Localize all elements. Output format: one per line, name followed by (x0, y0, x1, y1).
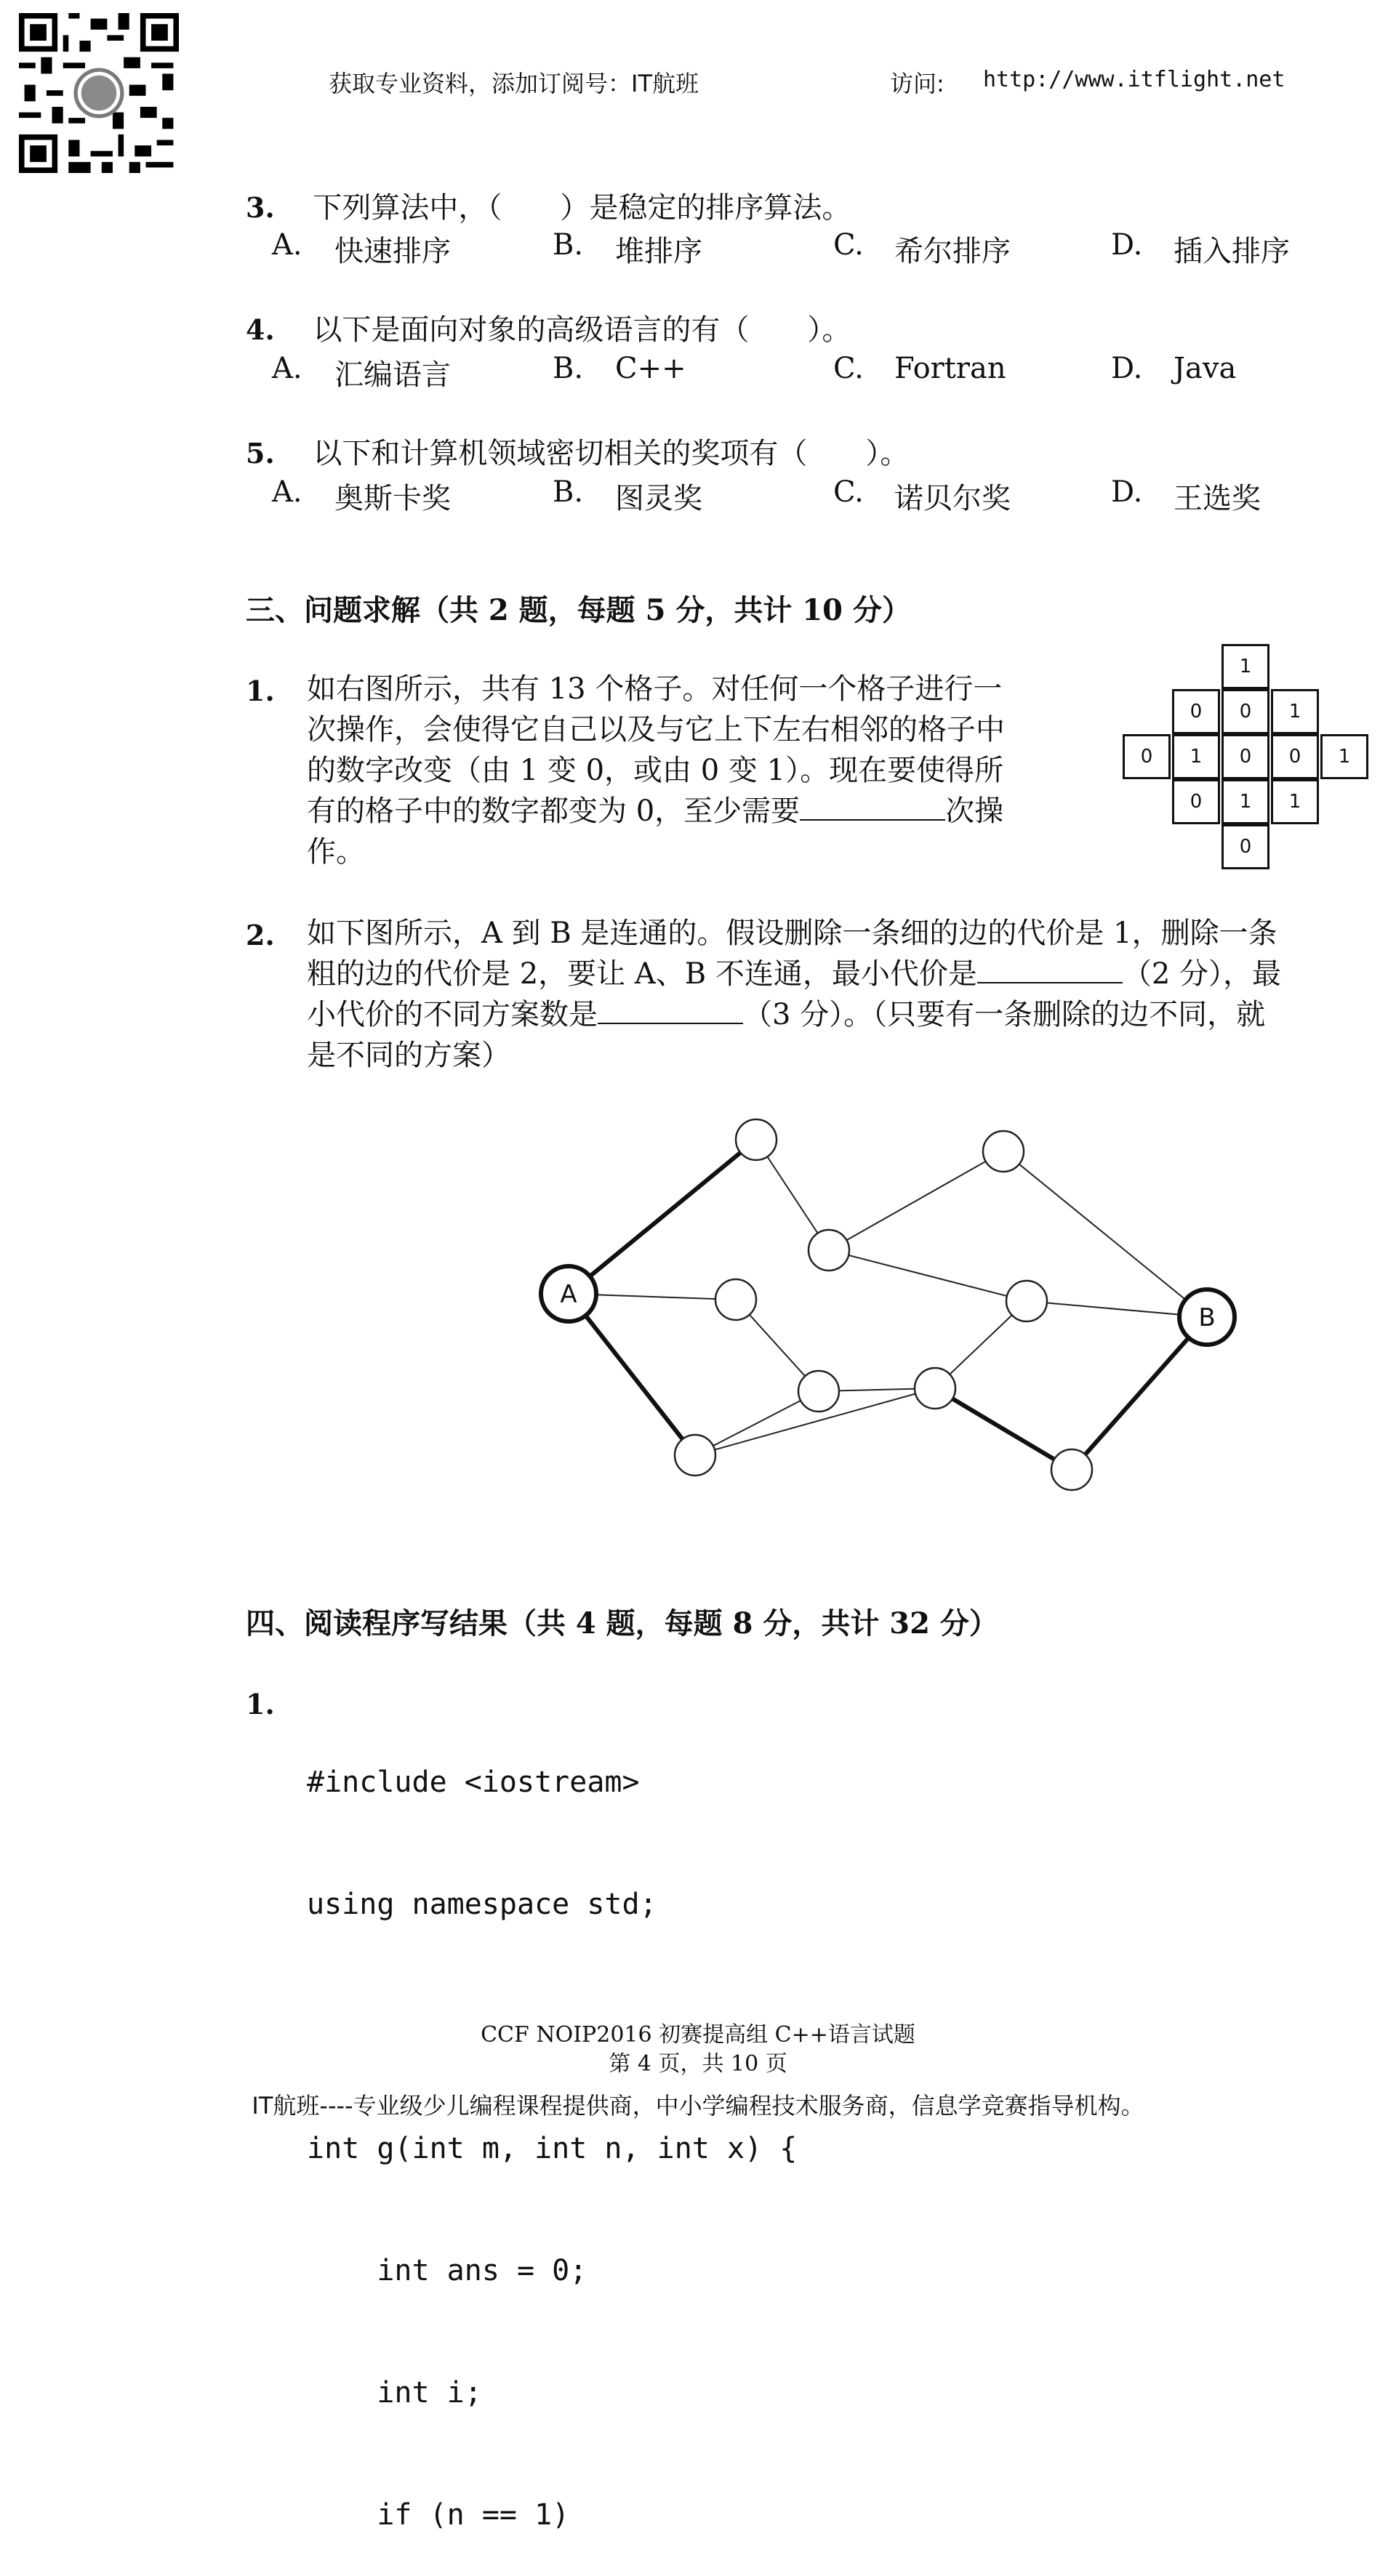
header-url-link[interactable]: http://www.itflight.net (983, 67, 1285, 92)
option-text: 汇编语言 (334, 358, 451, 392)
option-letter: A. (272, 228, 302, 262)
thick-edge (569, 1140, 756, 1294)
grid-cell: 0 (1123, 734, 1171, 779)
graph-nodes (675, 1119, 1092, 1490)
option-letter: A. (272, 475, 302, 509)
option-text: 王选奖 (1174, 482, 1261, 515)
graph-node (983, 1131, 1024, 1172)
grid-cell: 0 (1222, 824, 1269, 869)
text-segment: （3 分）。（只要有一条删除的边不同，就 (743, 998, 1266, 1031)
header-visit-label: 访问: (890, 70, 944, 97)
graph-node (736, 1119, 777, 1160)
text-line: 作。 (307, 835, 365, 869)
option-text: 诺贝尔奖 (894, 482, 1011, 515)
option-text: 图灵奖 (615, 482, 702, 515)
thick-edges (569, 1140, 1207, 1470)
node-a-label: A (560, 1280, 577, 1309)
footer-slogan: IT航班----专业级少儿编程课程提供商，中小学编程技术服务商，信息学竞赛指导机构。 (252, 2092, 1144, 2120)
option-letter: D. (1111, 475, 1143, 509)
thick-edge (1072, 1317, 1207, 1470)
question-stem: 下列算法中，（ ）是稳定的排序算法。 (313, 191, 851, 225)
code-line: int g(int m, int n, int x) { (307, 2132, 798, 2165)
header-subscribe-text: 获取专业资料，添加订阅号：IT航班 (329, 70, 699, 97)
thick-edge (569, 1294, 695, 1455)
option-text: 快速排序 (334, 235, 451, 268)
option-letter: C. (833, 228, 864, 262)
question-stem: 以下和计算机领域密切相关的奖项有（ ）。 (313, 437, 910, 470)
text-segment: 小代价的不同方案数是 (307, 998, 598, 1031)
option-text: C++ (615, 352, 686, 385)
option-text: 奥斯卡奖 (334, 482, 451, 515)
text-line: 如下图所示，A 到 B 是连通的。假设删除一条细的边的代价是 1，删除一条 (307, 917, 1277, 950)
text-line: 是不同的方案） (307, 1039, 510, 1072)
option-letter: B. (553, 352, 584, 385)
graph-node (675, 1435, 715, 1476)
option-text: Java (1174, 352, 1237, 385)
grid-cell: 0 (1172, 689, 1220, 734)
text-segment: 粗的边的代价是 2，要让 A、B 不连通，最小代价是 (307, 957, 977, 991)
graph-node (915, 1368, 955, 1409)
grid-cell: 0 (1271, 734, 1319, 779)
code-line: #include <iostream> (307, 1766, 640, 1799)
grid-cell: 1 (1271, 779, 1319, 824)
grid-cell: 1 (1222, 644, 1269, 689)
graph-node (1051, 1449, 1092, 1490)
option-text: 堆排序 (615, 235, 702, 268)
option-letter: C. (833, 475, 864, 509)
thin-edges (569, 1140, 1207, 1455)
question-number: 4. (246, 313, 275, 346)
option-text: 希尔排序 (894, 235, 1011, 268)
problem-2-number: 2. (246, 919, 275, 951)
text-segment: 有的格子中的数字都变为 0，至少需要 (307, 794, 801, 828)
grid-cell: 1 (1172, 734, 1220, 779)
question-stem: 以下是面向对象的高级语言的有（ ）。 (313, 313, 851, 347)
text-line: 次操作，会使得它自己以及与它上下左右相邻的格子中 (307, 713, 1005, 746)
problem-1-number: 1. (246, 675, 275, 707)
footer-page-number: 第 4 页，共 10 页 (609, 2051, 787, 2077)
thick-edge (935, 1388, 1072, 1470)
question-number: 5. (246, 437, 275, 470)
section-4-title: 四、阅读程序写结果（共 4 题，每题 8 分，共计 32 分） (246, 1606, 998, 1641)
code-line: int ans = 0; (307, 2254, 587, 2287)
text-line: 如右图所示，共有 13 个格子。对任何一个格子进行一 (307, 672, 1003, 706)
grid-cell: 1 (1271, 689, 1319, 734)
option-letter: B. (553, 475, 584, 509)
graph-node (1006, 1281, 1047, 1321)
grid-cell: 0 (1172, 779, 1220, 824)
program-1-number: 1. (246, 1688, 275, 1720)
code-line: using namespace std; (307, 1888, 657, 1921)
option-letter: D. (1111, 352, 1143, 385)
option-text: Fortran (894, 352, 1006, 385)
option-text: 插入排序 (1174, 235, 1290, 268)
grid-cell: 0 (1222, 734, 1269, 779)
option-letter: B. (553, 228, 584, 262)
section-3-title: 三、问题求解（共 2 题，每题 5 分，共计 10 分） (246, 593, 911, 627)
grid-cell: 1 (1320, 734, 1368, 779)
code-line: int i; (307, 2376, 482, 2410)
text-segment: （2 分），最 (1122, 957, 1282, 991)
code-block (307, 1681, 797, 2576)
graph-node (715, 1279, 756, 1320)
question-number: 3. (246, 191, 275, 224)
footer-exam-title: CCF NOIP2016 初赛提高组 C++语言试题 (481, 2022, 915, 2048)
graph-node (798, 1371, 839, 1412)
code-line: if (n == 1) (307, 2498, 570, 2532)
grid-cell: 0 (1222, 689, 1269, 734)
text-line: 的数字改变（由 1 变 0，或由 0 变 1）。现在要使得所 (307, 754, 1004, 787)
thin-edge (829, 1250, 1027, 1301)
text-segment: 次操 (945, 794, 1004, 828)
grid-cell: 1 (1222, 779, 1269, 824)
graph-node (809, 1230, 849, 1271)
option-letter: D. (1111, 228, 1143, 262)
node-b-label: B (1198, 1303, 1216, 1332)
option-letter: A. (272, 352, 302, 385)
thin-edge (829, 1151, 1003, 1250)
option-letter: C. (833, 352, 864, 385)
